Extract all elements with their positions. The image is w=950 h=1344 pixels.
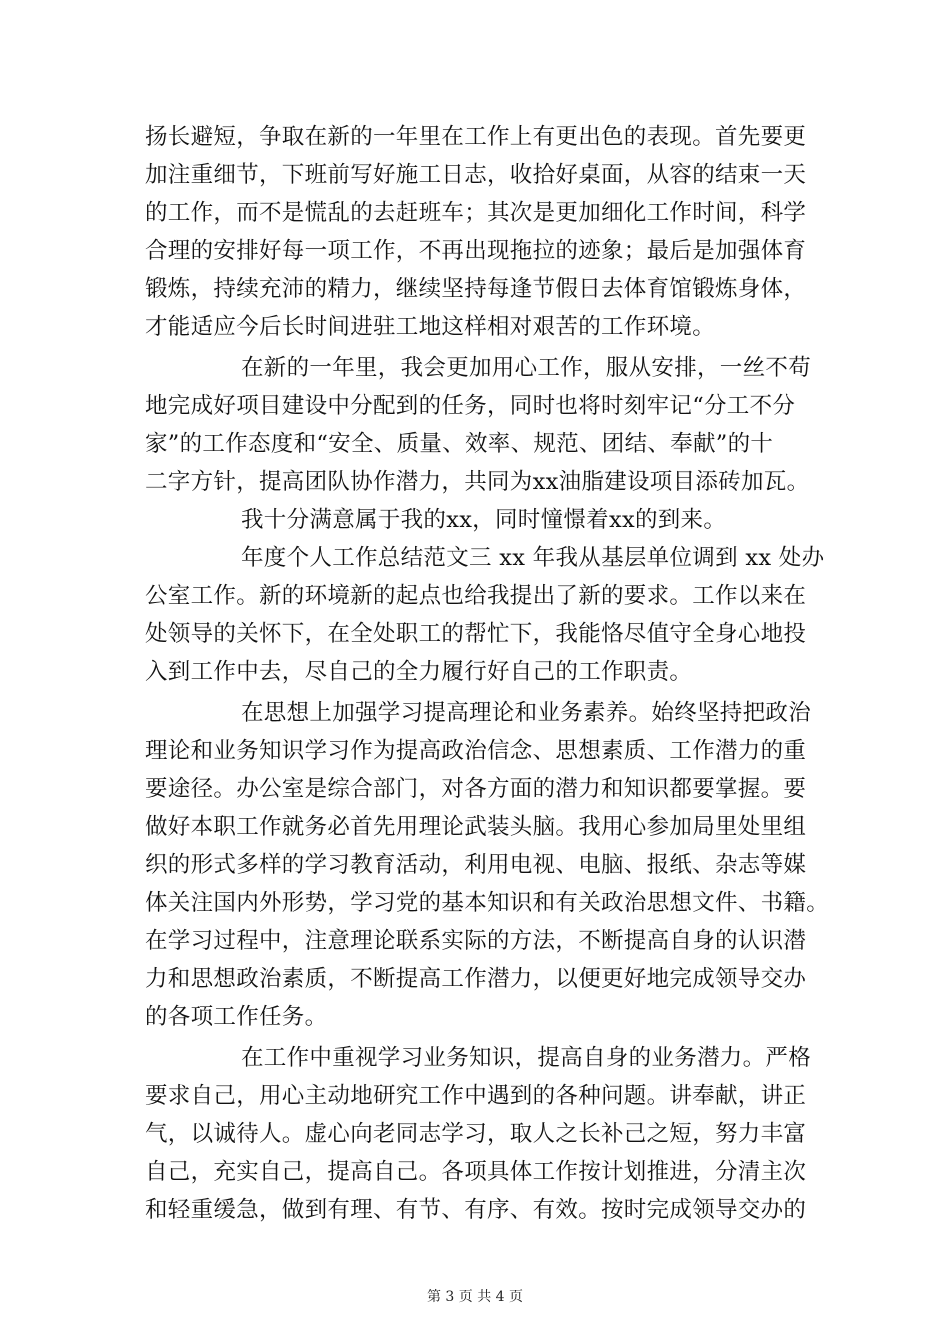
text-line: 理论和业务知识学习作为提高政治信念、思想素质、工作潜力的重 [145,738,807,764]
text-line: 在思想上加强学习提高理论和业务素养。始终坚持把政治 [241,700,812,726]
text-line: 在新的一年里，我会更加用心工作，服从安排，一丝不苟 [241,355,812,381]
text-line: 织的形式多样的学习教育活动，利用电视、电脑、报纸、杂志等媒 [145,852,807,878]
body-text [145,118,830,1229]
text-line: 加注重细节，下班前写好施工日志，收拾好桌面，从容的结束一天 [145,162,807,188]
text-line: 和轻重缓急，做到有理、有节、有序、有效。按时完成领导交办的 [145,1197,807,1223]
text-line: 的各项工作任务。 [145,1004,328,1030]
text-line: 入到工作中去，尽自己的全力履行好自己的工作职责。 [145,659,693,685]
text-line: 体关注国内外形势，学习党的基本知识和有关政治思想文件、书籍。 [145,890,830,916]
text-line: 在学习过程中，注意理论联系实际的方法，不断提高自身的认识潜 [145,928,807,954]
text-line: 做好本职工作就务必首先用理论武装头脑。我用心参加局里处里组 [145,814,807,840]
text-line: 要途径。办公室是综合部门，对各方面的潜力和知识都要掌握。要 [145,776,807,802]
text-line: 的工作，而不是慌乱的去赶班车；其次是更加细化工作时间，科学 [145,200,807,226]
text-line: 家”的工作态度和“安全、质量、效率、规范、团结、奉献”的十 [145,431,774,457]
text-line: 我十分满意属于我的xx，同时憧憬着xx的到来。 [241,507,727,533]
text-line: 在工作中重视学习业务知识，提高自身的业务潜力。严格 [241,1045,812,1071]
text-line: 扬长避短，争取在新的一年里在工作上有更出色的表现。首先要更 [145,124,807,150]
text-line: 力和思想政治素质，不断提高工作潜力，以便更好地完成领导交办 [145,966,807,992]
text-line: 公室工作。新的环境新的起点也给我提出了新的要求。工作以来在 [145,583,807,609]
text-line: 才能适应今后长时间进驻工地这样相对艰苦的工作环境。 [145,314,716,340]
text-line: 年度个人工作总结范文三 xx 年我从基层单位调到 xx 处办 [241,545,825,571]
text-line: 锻炼，持续充沛的精力，继续坚持每逢节假日去体育馆锻炼身体， [145,276,807,302]
text-line: 二字方针，提高团队协作潜力，共同为xx油脂建设项目添砖加瓦。 [145,469,810,495]
page-number: 第 3 页 共 4 页 [426,1289,524,1305]
text-line: 地完成好项目建设中分配到的任务，同时也将时刻牢记“分工不分 [145,393,796,419]
text-line: 处领导的关怀下，在全处职工的帮忙下，我能恪尽值守全身心地投 [145,621,807,647]
text-line: 合理的安排好每一项工作，不再出现拖拉的迹象；最后是加强体育 [145,238,807,264]
text-line: 要求自己，用心主动地研究工作中遇到的各种问题。讲奉献，讲正 [145,1083,807,1109]
text-line: 气，以诚待人。虚心向老同志学习，取人之长补己之短，努力丰富 [145,1121,807,1147]
text-line: 自己，充实自己，提高自己。各项具体工作按计划推进，分清主次 [145,1159,807,1185]
